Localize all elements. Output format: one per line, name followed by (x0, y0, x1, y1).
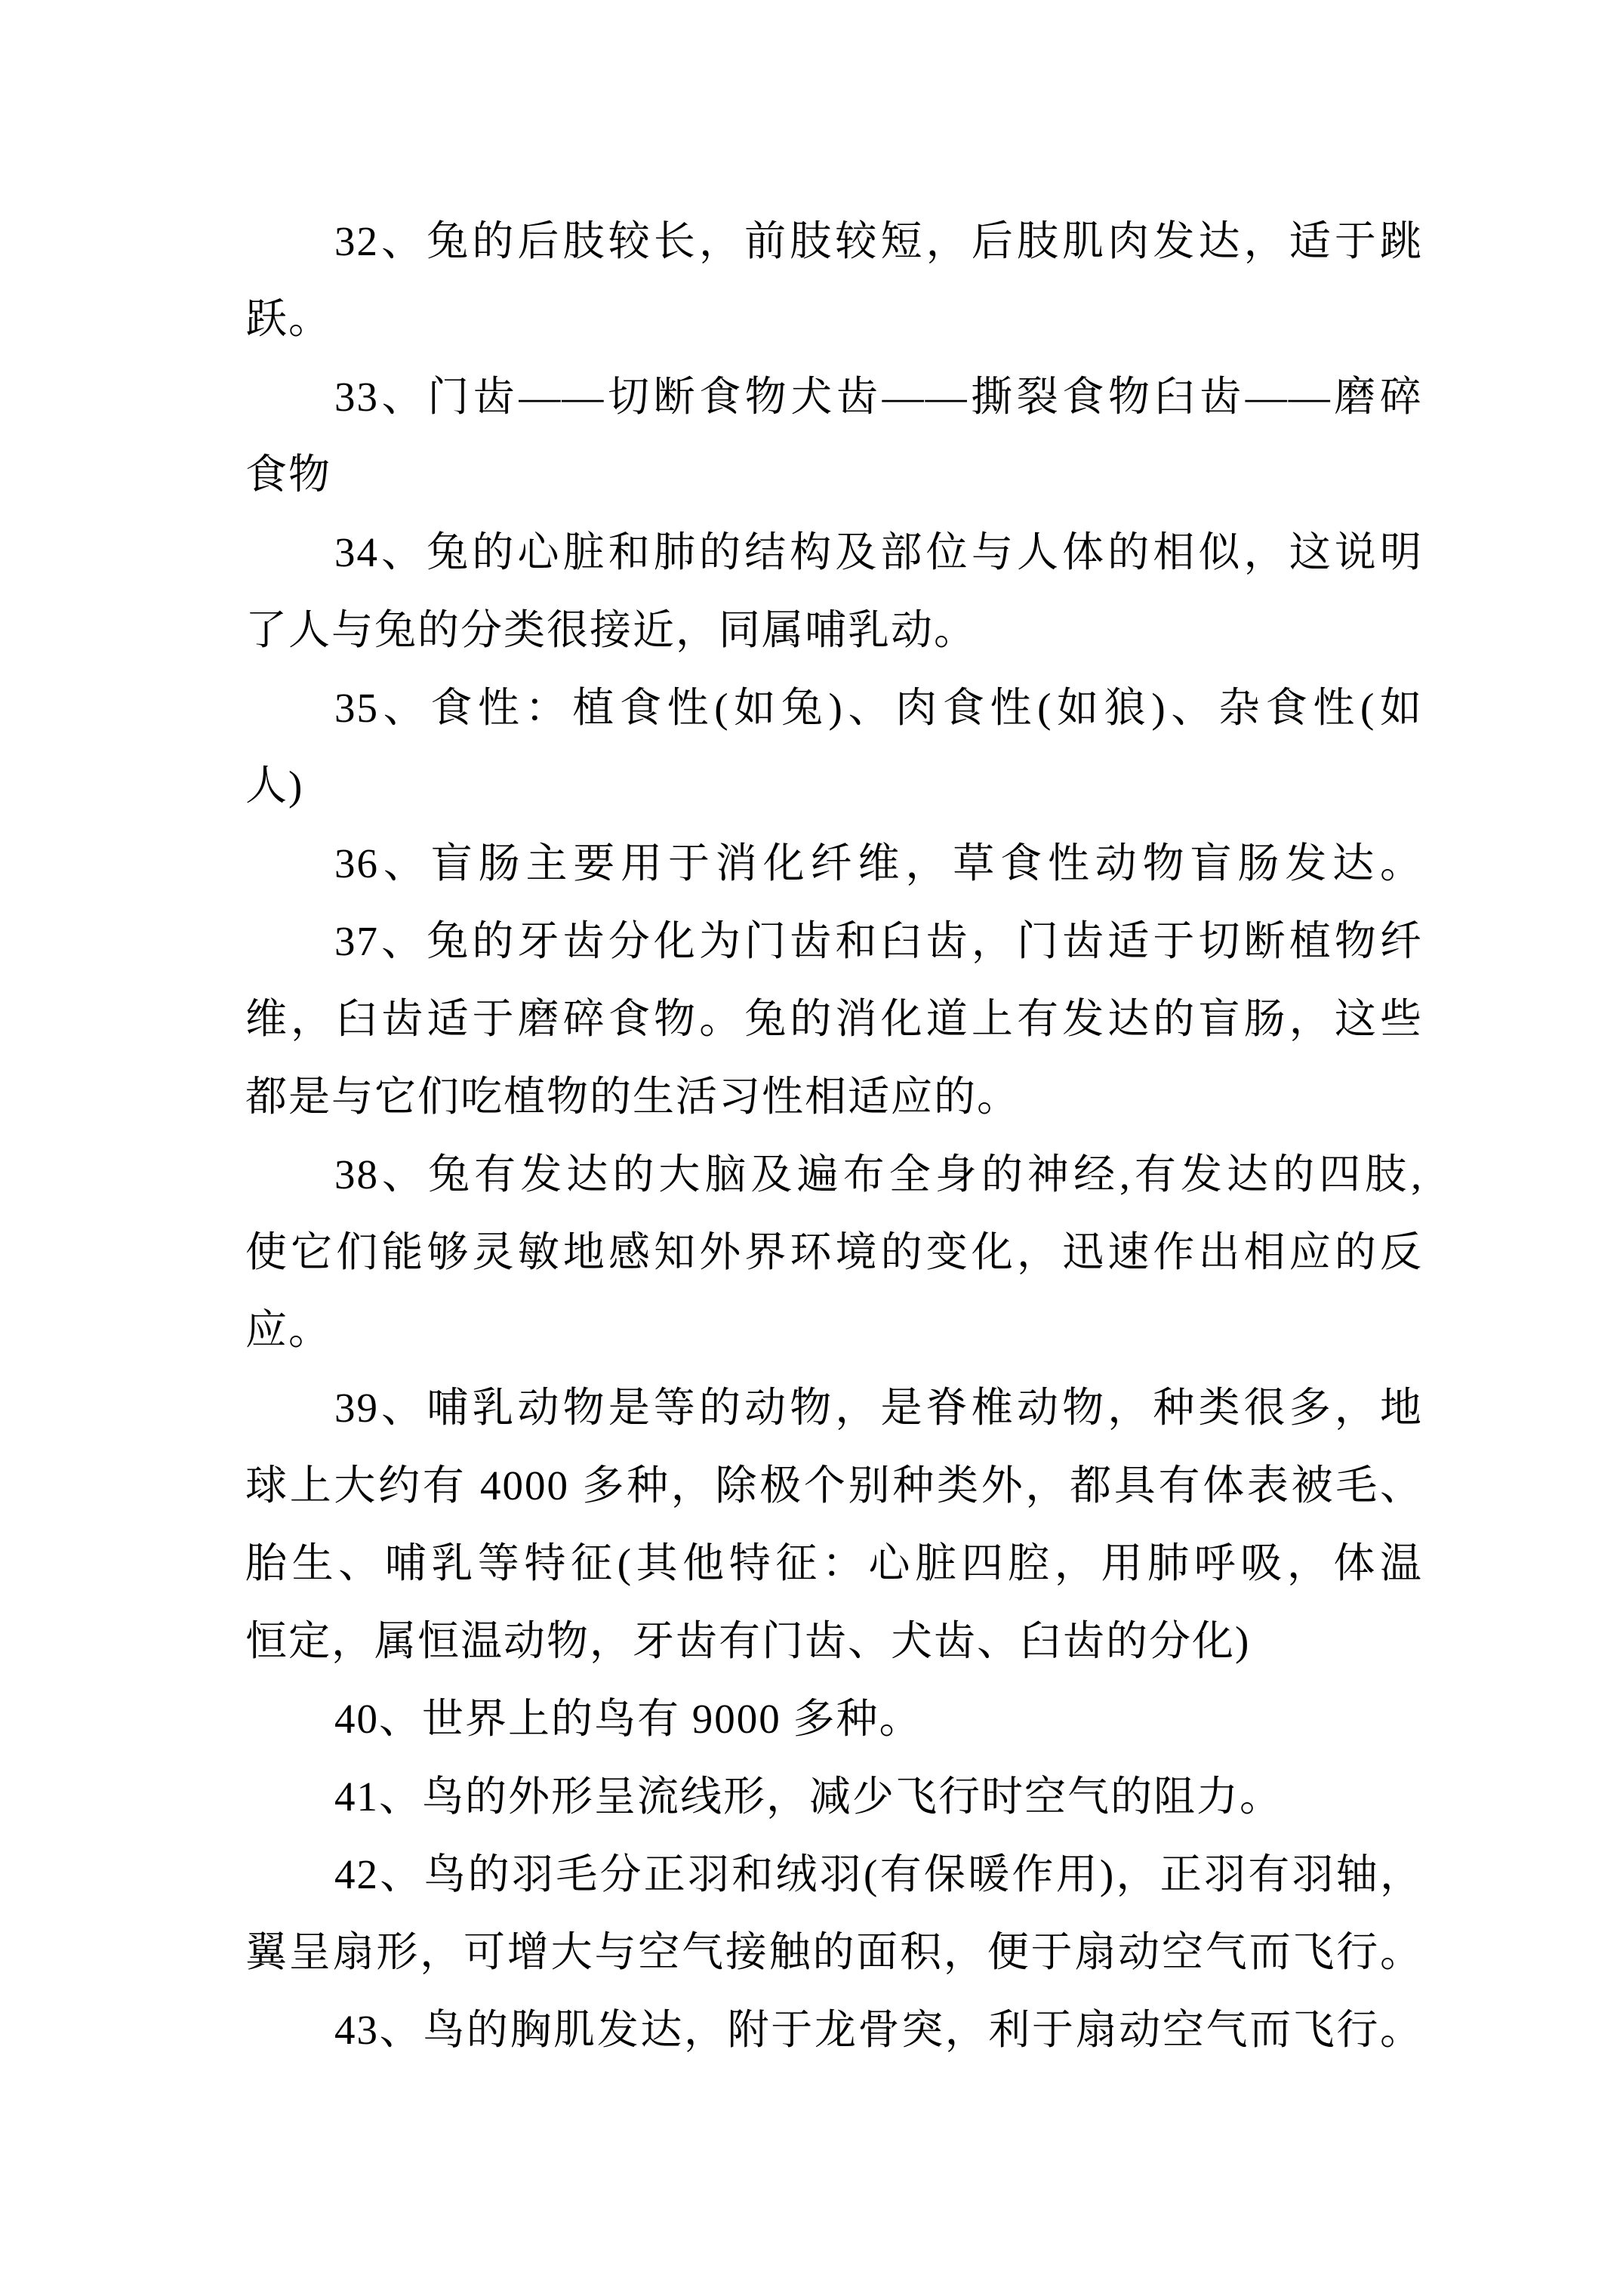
paragraph-41-line-1: 41、鸟的外形呈流线形，减少飞行时空气的阻力。 (334, 1774, 1283, 1820)
paragraph-39-line-2: 球上大约有 4000 多种，除极个别种类外，都具有体表被毛、 (245, 1462, 1423, 1509)
paragraph-35-line-2: 人) (245, 763, 304, 809)
paragraph-37-line-2: 维，臼齿适于磨碎食物。兔的消化道上有发达的盲肠，这些 (245, 996, 1423, 1042)
paragraph-37-line-3: 都是与它们吃植物的生活习性相适应的。 (245, 1074, 1021, 1120)
paragraph-34-line-1: 34、兔的心脏和肺的结构及部位与人体的相似，这说明 (334, 529, 1423, 575)
paragraph-33-line-1: 33、门齿——切断食物犬齿——撕裂食物臼齿——磨碎 (334, 374, 1423, 420)
paragraph-35-line-1: 35、食性：植食性(如兔)、肉食性(如狼)、杂食性(如 (334, 685, 1423, 731)
paragraph-33-line-2: 食物 (245, 451, 332, 498)
paragraph-39-line-3: 胎生、哺乳等特征(其他特征：心脏四腔，用肺呼吸，体温 (245, 1540, 1423, 1586)
paragraph-39-line-4: 恒定，属恒温动物，牙齿有门齿、犬齿、臼齿的分化) (245, 1618, 1251, 1664)
paragraph-38-line-3: 应。 (245, 1307, 332, 1353)
paragraph-36-line-1: 36、盲肠主要用于消化纤维，草食性动物盲肠发达。 (334, 840, 1423, 886)
paragraph-32-line-1: 32、兔的后肢较长，前肢较短，后肢肌肉发达，适于跳 (334, 218, 1423, 264)
paragraph-38-line-1: 38、兔有发达的大脑及遍布全身的神经,有发达的四肢, (334, 1151, 1423, 1197)
paragraph-37-line-1: 37、兔的牙齿分化为门齿和臼齿，门齿适于切断植物纤 (334, 918, 1423, 964)
text-block (245, 202, 1423, 2069)
paragraph-42-line-2: 翼呈扇形，可增大与空气接触的面积，便于扇动空气而飞行。 (245, 1929, 1423, 1975)
paragraph-32-line-2: 跃。 (245, 296, 332, 342)
paragraph-42-line-1: 42、鸟的羽毛分正羽和绒羽(有保暖作用)，正羽有羽轴， (334, 1851, 1423, 1897)
paragraph-43-line-1: 43、鸟的胸肌发达，附于龙骨突，利于扇动空气而飞行。 (334, 2007, 1423, 2053)
paragraph-39-line-1: 39、哺乳动物是等的动物，是脊椎动物，种类很多，地 (334, 1385, 1423, 1431)
paragraph-40-line-1: 40、世界上的鸟有 9000 多种。 (334, 1696, 922, 1742)
paragraph-38-line-2: 使它们能够灵敏地感知外界环境的变化，迅速作出相应的反 (245, 1229, 1423, 1275)
paragraph-34-line-2: 了人与兔的分类很接近，同属哺乳动。 (245, 607, 978, 653)
